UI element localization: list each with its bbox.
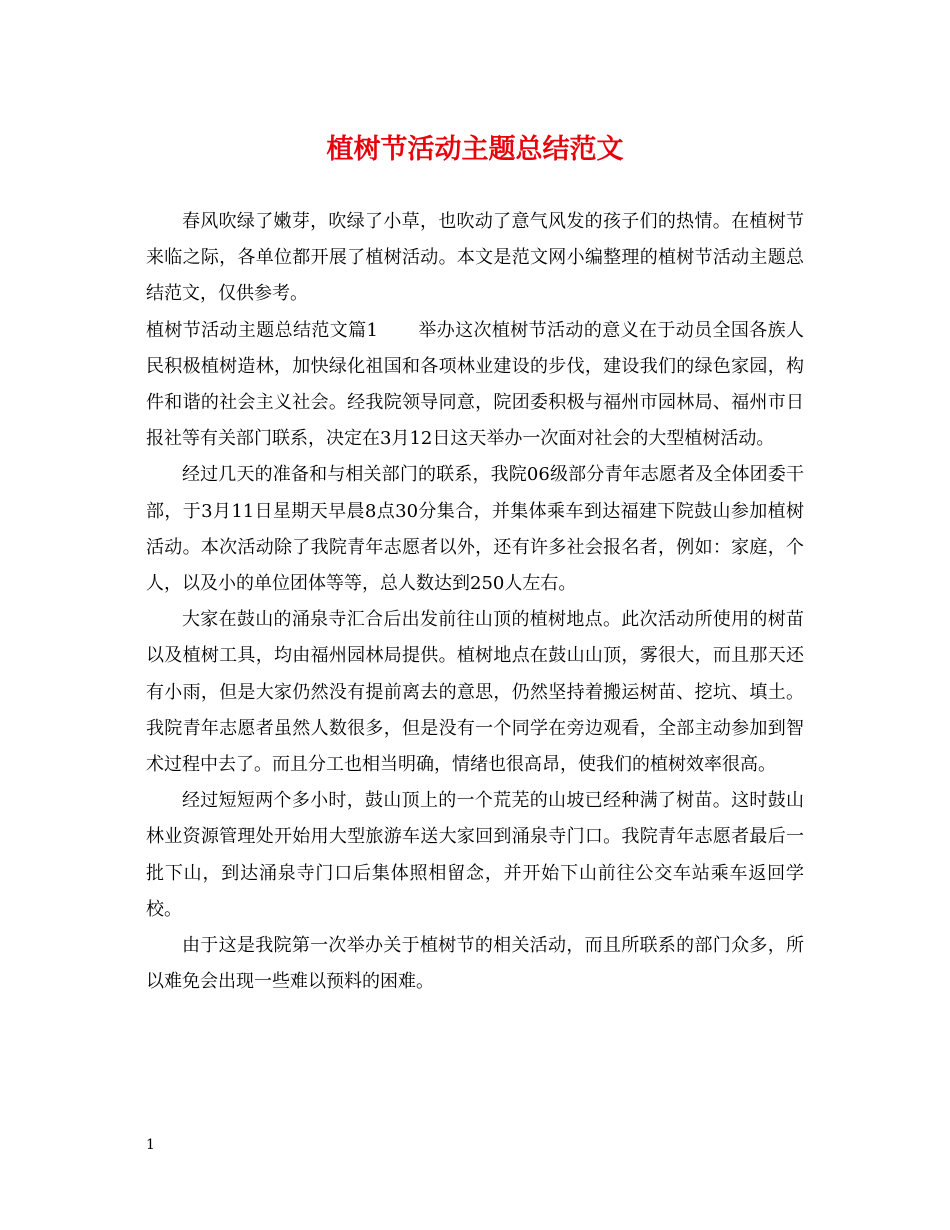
section-paragraph: [146, 313, 804, 458]
document-title: 植树节活动主题总结范文: [326, 134, 624, 165]
intro-paragraph: 春风吹绿了嫩芽，吹绿了小草，也吹动了意气风发的孩子们的热情。在植树节来临之际，各单位都开展了植树活动。本文是范文网小编整理的植树节活动主题总结范文，仅供参考。: [146, 211, 804, 305]
paragraph-4: 经过短短两个多小时，鼓山顶上的一个荒芜的山坡已经种满了树苗。这时鼓山林业资源管理处开始用大型旅游车送大家回到涌泉寺门口。我院青年志愿者最后一批下山，到达涌泉寺门口后集体照相留念，并开始下山前往公交车站乘车返回学校。: [146, 790, 804, 920]
paragraph-5: 由于这是我院第一次举办关于植树节的相关活动，而且所联系的部门众多，所以难免会出现一些难以预料的困难。: [146, 935, 804, 993]
document-body: [146, 204, 804, 1000]
paragraph-1: 举办这次植树节活动的意义在于动员全国各族人民积极植树造林，加快绿化祖国和各项林业建设的步伐，建设我们的绿色家园，构件和谐的社会主义社会。经我院领导同意，院团委积极与福州市园林局、福州市日报社等有关部门联系，决定在3月12日这天举办一次面对社会的大型植树活动。: [146, 319, 804, 450]
section-heading: 植树节活动主题总结范文篇1: [146, 319, 379, 341]
paragraph-2: 经过几天的准备和与相关部门的联系，我院06级部分青年志愿者及全体团委干部，于3月11日星期天早晨8点30分集合，并集体乘车到达福建下院鼓山参加植树活动。本次活动除了我院青年志愿者以外，还有许多社会报名者，例如：家庭，个人，以及小的单位团体等等，总人数达到250人左右。: [146, 464, 804, 595]
paragraph-3: 大家在鼓山的涌泉寺汇合后出发前往山顶的植树地点。此次活动所使用的树苗以及植树工具，均由福州园林局提供。植树地点在鼓山山顶，雾很大，而且那天还有小雨，但是大家仍然没有提前离去的意思，仍然坚持着搬运树苗、挖坑、填土。我院青年志愿者虽然人数很多，但是没有一个同学在旁边观看，全部主动参加到智术过程中去了。而且分工也相当明确，情绪也很高昂，使我们的植树效率很高。: [146, 609, 804, 776]
page-number: 1: [146, 1137, 155, 1153]
